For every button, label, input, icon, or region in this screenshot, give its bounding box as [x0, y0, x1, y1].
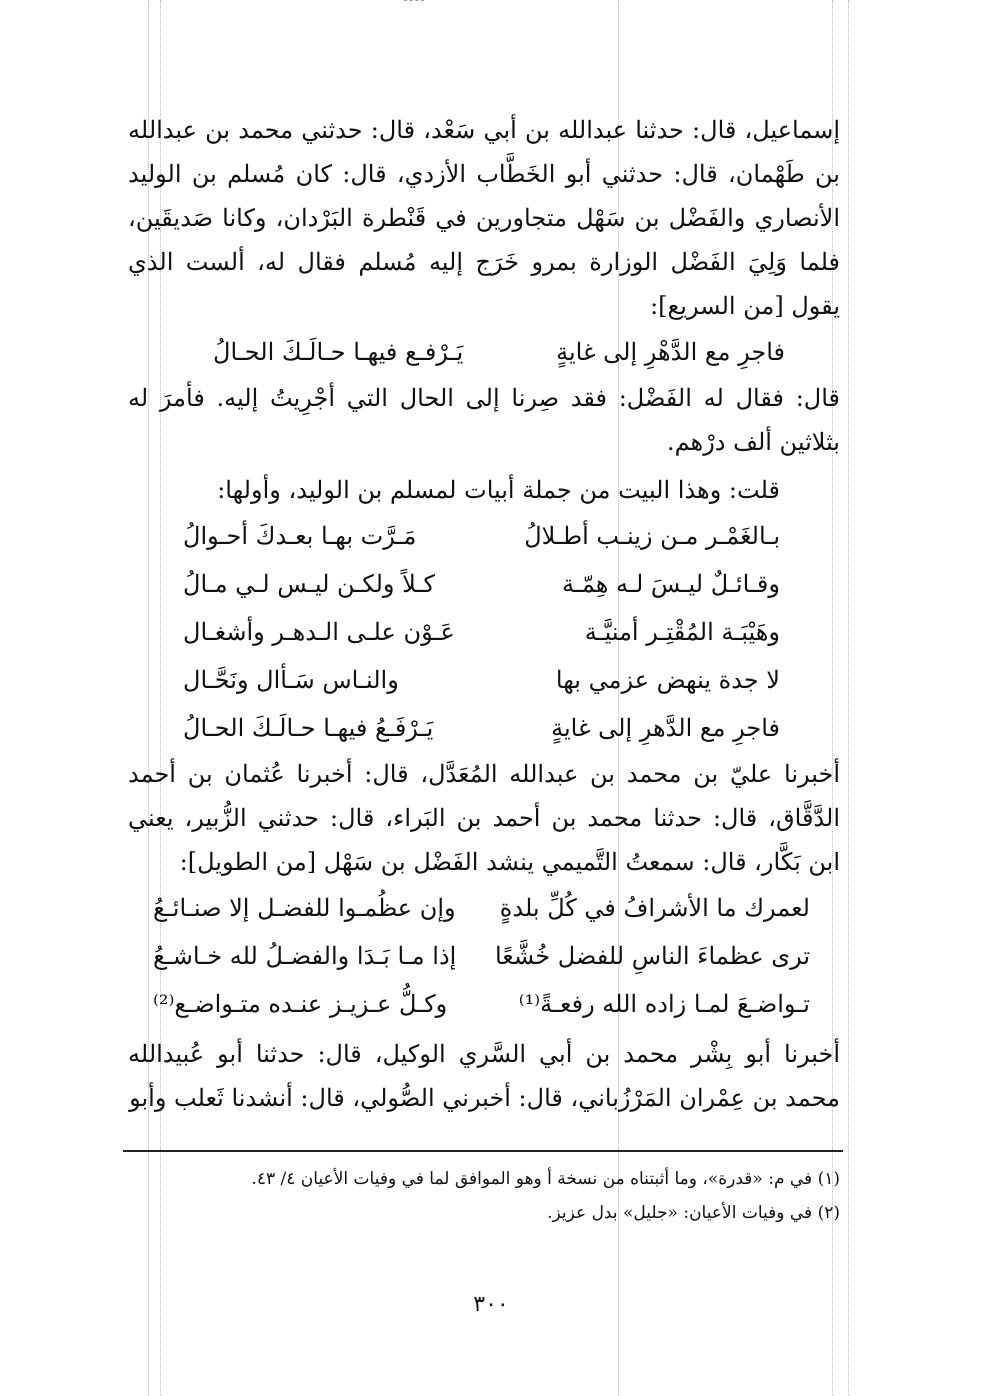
poem-first-hemistich: ترى عظماءَ الناسِ للفضل خُشَّعًا — [494, 942, 810, 970]
poem-second-hemistich: إذا مـا بَـدَا والفضـلُ لله خـاشـعُ — [153, 942, 457, 970]
paragraph-3: قلت: وهذا البيت من جملة أبيات لمسلم بن الوليد، وأولها: — [217, 476, 780, 504]
paragraph-5: أخبرنا أبو بِشْر محمد بن أبي السَّري الوكيل، قال: حدثنا أبو عُبيدالله محمد بن عِمْران المَرْزُباني، قال: أخبرني الصُّولي، قال: أنشدنا ثَعلب وأبو — [128, 1040, 840, 1112]
page-number: ٣٠٠ — [473, 1292, 509, 1317]
poem-second-hemistich: مَـرَّت بهـا بعـدكَ أحـوالُ — [183, 522, 417, 550]
poem-first-hemistich: تـواضـعَ لمـا زاده الله رفعـةً⁽¹⁾ — [518, 990, 810, 1018]
poem-line — [128, 560, 840, 608]
main-text — [128, 108, 840, 1120]
footnote-1: (١) في م: «قدرة»، وما أثبتناه من نسخة أ وهو الموافق لما في وفيات الأعيان ٤/ ٤٣. — [251, 1169, 840, 1189]
poem-second-hemistich: وكـلُّ عـزيـز عنـده متـواضـع⁽²⁾ — [153, 990, 448, 1018]
poem-first-hemistich: لعمرك ما الأشرافُ في كُلِّ بلدةٍ — [499, 894, 810, 922]
poem-first-hemistich: فاجرِ مع الدَّهرِ إلى غايةٍ — [551, 714, 780, 742]
footnotes — [150, 1162, 840, 1230]
poem-line — [128, 704, 840, 752]
footnote-separator — [123, 1150, 843, 1152]
paragraph-2: قال: فقال له الفَضْل: فقد صِرنا إلى الحال التي أجْرِيتُ إليه. فأمرَ له بثلاثين ألف درْهم. — [128, 384, 840, 456]
guide-line — [848, 0, 849, 1396]
poem-line — [128, 980, 840, 1028]
poem-line — [128, 608, 840, 656]
verse-line — [128, 328, 840, 376]
poem-second-hemistich: يَـرْفَـعُ فيهـا حـالَـكَ الحـالُ — [183, 714, 434, 742]
verse-first-hemistich: فاجرِ مع الدَّهْرِ إلى غايةٍ — [556, 338, 785, 366]
paragraph-4: أخبرنا عليّ بن محمد بن عبدالله المُعَدَّل، قال: أخبرنا عُثمان بن أحمد الدَّقَّاق، قال: حدثنا محمد بن أحمد بن البَراء، قال: حدثني الزُّبير، يعني ابن بَكَّار، قال: سمعتُ التَّميمي ينشد الفَضْل بن سَهْل [من الطويل]: — [128, 760, 840, 876]
poem-second-hemistich: والنـاس سَـأال ونَحَّـال — [183, 666, 399, 694]
paragraph-1: إسماعيل، قال: حدثنا عبدالله بن أبي سَعْد، قال: حدثني محمد بن عبدالله بن طَهْمان، قال: حدثني أبو الخَطَّاب الأزدي، قال: كان مُسلم بن الوليد الأنصاري والفَضْل بن سَهْل متجاورين في قَنْطرة البَرْدان، وكانا صَديقَين، فلما وَلِيَ الفَضْل الوزارة بمرو خَرَج إليه مُسلم فقال له، ألست الذي يقول [من السريع]: — [128, 116, 840, 320]
poem-first-hemistich: وقـائـلٌ ليـسَ لـه هِمّـة — [561, 570, 780, 598]
poem-line — [128, 656, 840, 704]
poem-line — [128, 932, 840, 980]
poem-second-hemistich: عَـوْن علـى الـدهـر وأشغـال — [183, 618, 455, 646]
poem-first-hemistich: لا جدة ينهض عزمي بها — [555, 666, 780, 694]
verse-second-hemistich: يَـرْفـع فيهـا حـالَـكَ الحـالُ — [213, 338, 464, 366]
top-dash — [404, 0, 424, 1]
poem-line — [128, 512, 840, 560]
footnote-2: (٢) في وفيات الأعيان: «جليل» بدل عزيز. — [547, 1203, 840, 1223]
poem-first-hemistich: بـالغَمْـر مـن زينـب أطـلالُ — [524, 522, 780, 550]
poem-second-hemistich: وإن عظُمـوا للفضـل إلا صنـائـعُ — [153, 894, 456, 922]
poem-second-hemistich: كـلاً ولكـن ليـس لـي مـالُ — [183, 570, 435, 598]
poem-line — [128, 884, 840, 932]
poem-first-hemistich: وهَيْبَـة المُقْتِـر أمنيَّـة — [584, 618, 780, 646]
